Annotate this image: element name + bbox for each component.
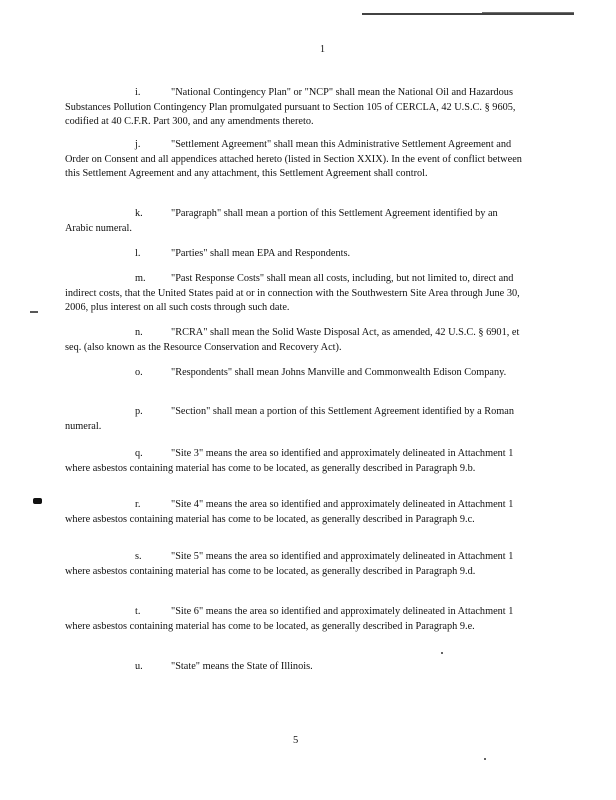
definition-text: "National Contingency Plan" or "NCP" shall mean the National Oil and Hazardous Substances Pollution Contingency Plan promulgated pursuant to Section 105 of CERCLA, 42 U.S.C. § 9605, codified at 40 C.F.R. Part 300, and any amendments thereto. — [65, 87, 516, 127]
definition-label: p. — [135, 406, 143, 417]
definition-q — [65, 447, 525, 476]
definition-text: "Site 5" means the area so identified and approximately delineated in Attachment 1 where asbestos containing material has come to be located, as generally described in Paragraph 9.d. — [65, 551, 514, 577]
definition-text: "Settlement Agreement" shall mean this Administrative Settlement Agreement and Order on Consent and all appendices attached hereto (listed in Section XXIX). In the event of conflict between this Settlement Agreement and any attachment, this Settlement Agreement shall control. — [65, 139, 522, 179]
definition-text: "Section" shall mean a portion of this Settlement Agreement identified by a Roman numeral. — [65, 406, 514, 432]
definition-l — [65, 247, 525, 262]
scan-mark — [30, 311, 38, 313]
definition-text: "Past Response Costs" shall mean all costs, including, but not limited to, direct and indirect costs, that the United States paid at or in connection with the Southwestern Site Area through June 30, 2006, plus interest on all such costs through such date. — [65, 273, 520, 313]
definition-text: "Site 6" means the area so identified and approximately delineated in Attachment 1 where asbestos containing material has come to be located, as generally described in Paragraph 9.e. — [65, 606, 514, 632]
scan-speck — [484, 758, 486, 760]
definition-label: u. — [135, 661, 143, 672]
definition-m — [65, 272, 525, 316]
definition-label: n. — [135, 327, 143, 338]
definition-text: "Parties" shall mean EPA and Respondents. — [171, 248, 351, 259]
definition-label: i. — [135, 87, 141, 98]
definition-label: r. — [135, 499, 141, 510]
definition-i — [65, 86, 525, 130]
definition-o — [65, 366, 525, 381]
definition-label: o. — [135, 367, 143, 378]
definition-p — [65, 405, 525, 434]
definition-label: t. — [135, 606, 141, 617]
definition-label: j. — [135, 139, 141, 150]
definition-text: "Site 3" means the area so identified and approximately delineated in Attachment 1 where asbestos containing material has come to be located, as generally described in Paragraph 9.b. — [65, 448, 514, 474]
definition-n — [65, 326, 525, 355]
scan-mark — [33, 498, 42, 504]
definition-k — [65, 207, 525, 236]
definition-j — [65, 138, 525, 182]
definition-u — [65, 660, 525, 675]
definition-text: "Respondents" shall mean Johns Manville and Commonwealth Edison Company. — [171, 367, 507, 378]
definition-label: q. — [135, 448, 143, 459]
definition-s — [65, 550, 525, 579]
definition-label: s. — [135, 551, 142, 562]
header-rule — [362, 13, 574, 15]
header-mark: 1 — [320, 44, 325, 55]
definition-label: k. — [135, 208, 143, 219]
definition-label: l. — [135, 248, 141, 259]
scan-speck — [441, 652, 443, 654]
definition-t — [65, 605, 525, 634]
page-number: 5 — [293, 735, 299, 746]
definition-text: "Paragraph" shall mean a portion of this Settlement Agreement identified by an Arabic numeral. — [65, 208, 498, 234]
definition-label: m. — [135, 273, 146, 284]
definition-r — [65, 498, 525, 527]
definition-text: "RCRA" shall mean the Solid Waste Disposal Act, as amended, 42 U.S.C. § 6901, et seq. (also known as the Resource Conservation and Recovery Act). — [65, 327, 520, 353]
definition-text: "State" means the State of Illinois. — [171, 661, 313, 672]
definition-text: "Site 4" means the area so identified and approximately delineated in Attachment 1 where asbestos containing material has come to be located, as generally described in Paragraph 9.c. — [65, 499, 514, 525]
